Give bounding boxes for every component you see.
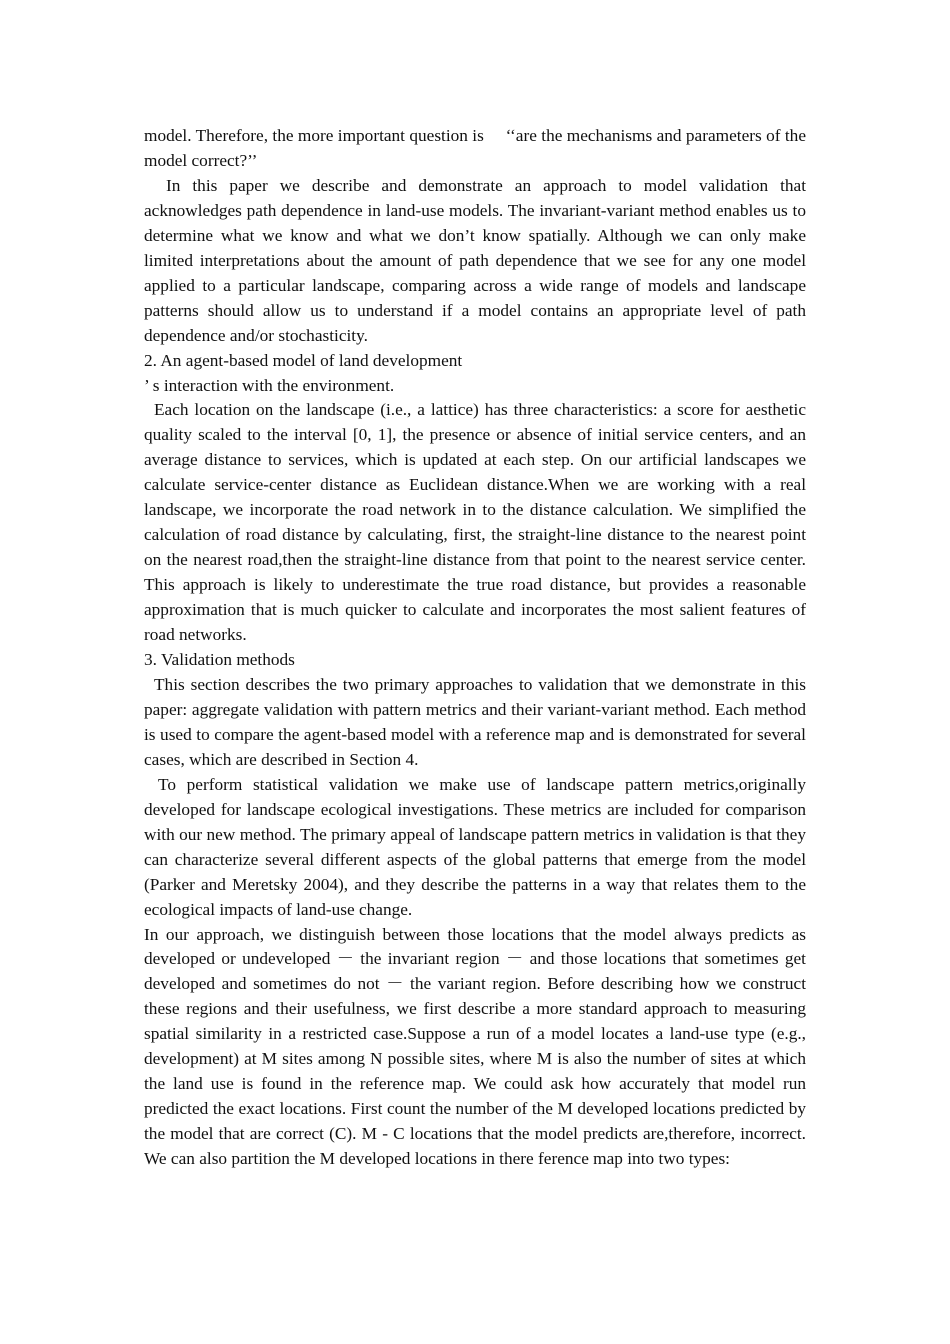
paragraph-fragment: ’ s interaction with the environment. [144,375,395,395]
document-page [144,124,806,1172]
section-heading-2: 2. An agent-based model of land development [144,350,463,370]
paragraph-approach: In this paper we describe and demonstrate an approach to model validation that acknowledges path dependence in land-use models. The invariant-variant method enables us to determine what we know and what we don’t know spatially. Although we can only make limited interpretations about the amount of path dependence that we see for any one model applied to a particular landscape, comparing across a wide range of models and landscape patterns should allow us to understand if a model contains an appropriate level of path dependence and/or stochasticity. [144,175,806,345]
paragraph-invariant-variant: In our approach, we distinguish between those locations that the model always predicts as developed or undeveloped － the invariant region － and those locations that sometimes get developed and sometimes do not － the variant region. Before describing how we construct these regions and their usefulness, we first describe a more standard approach to measuring spatial similarity in a restricted case.Suppose a run of a model locates a land-use type (e.g., development) at M sites among N possible sites, where M is also the number of sites at which the land use is found in the reference map. We could ask how accurately that model run predicted the exact locations. First count the number of the M developed locations predicted by the model that are correct (C). M - C locations that the model predicts are,therefore, incorrect. We can also partition the M developed locations in there ference map into two types: [144,924,806,1169]
paragraph-pattern-metrics: To perform statistical validation we make use of landscape pattern metrics,originally developed for landscape ecological investigations. These metrics are included for comparison with our new method. The primary appeal of landscape pattern metrics in validation is that they can characterize several different aspects of the global patterns that emerge from the model (Parker and Meretsky 2004), and they describe the patterns in a way that relates them to the ecological impacts of land-use change. [144,774,806,919]
section-heading-3: 3. Validation methods [144,650,295,670]
paragraph-validation-intro: This section describes the two primary approaches to validation that we demonstrate in this paper: aggregate validation with pattern metrics and their variant-variant method. Each method is used to compare the agent-based model with a reference map and is demonstrated for several cases, which are described in Section 4. [144,674,806,769]
paragraph-landscape: Each location on the landscape (i.e., a lattice) has three characteristics: a score for aesthetic quality scaled to the interval [0, 1], the presence or absence of initial service centers, and an average distance to services, which is updated at each step. On our artificial landscapes we calculate service-center distance as Euclidean distance.When we are working with a real landscape, we incorporate the road network in to the distance calculation. We simplified the calculation of road distance by calculating, first, the straight-line distance to the nearest point on the nearest road,then the straight-line distance from that point to the nearest service center. This approach is likely to underestimate the true road distance, but provides a reasonable approximation that is much quicker to calculate and incorporates the most salient features of road networks. [144,400,806,645]
paragraph-question: model. Therefore, the more important question is ‘‘are the mechanisms and parameters of the model correct?’’ [144,126,806,170]
